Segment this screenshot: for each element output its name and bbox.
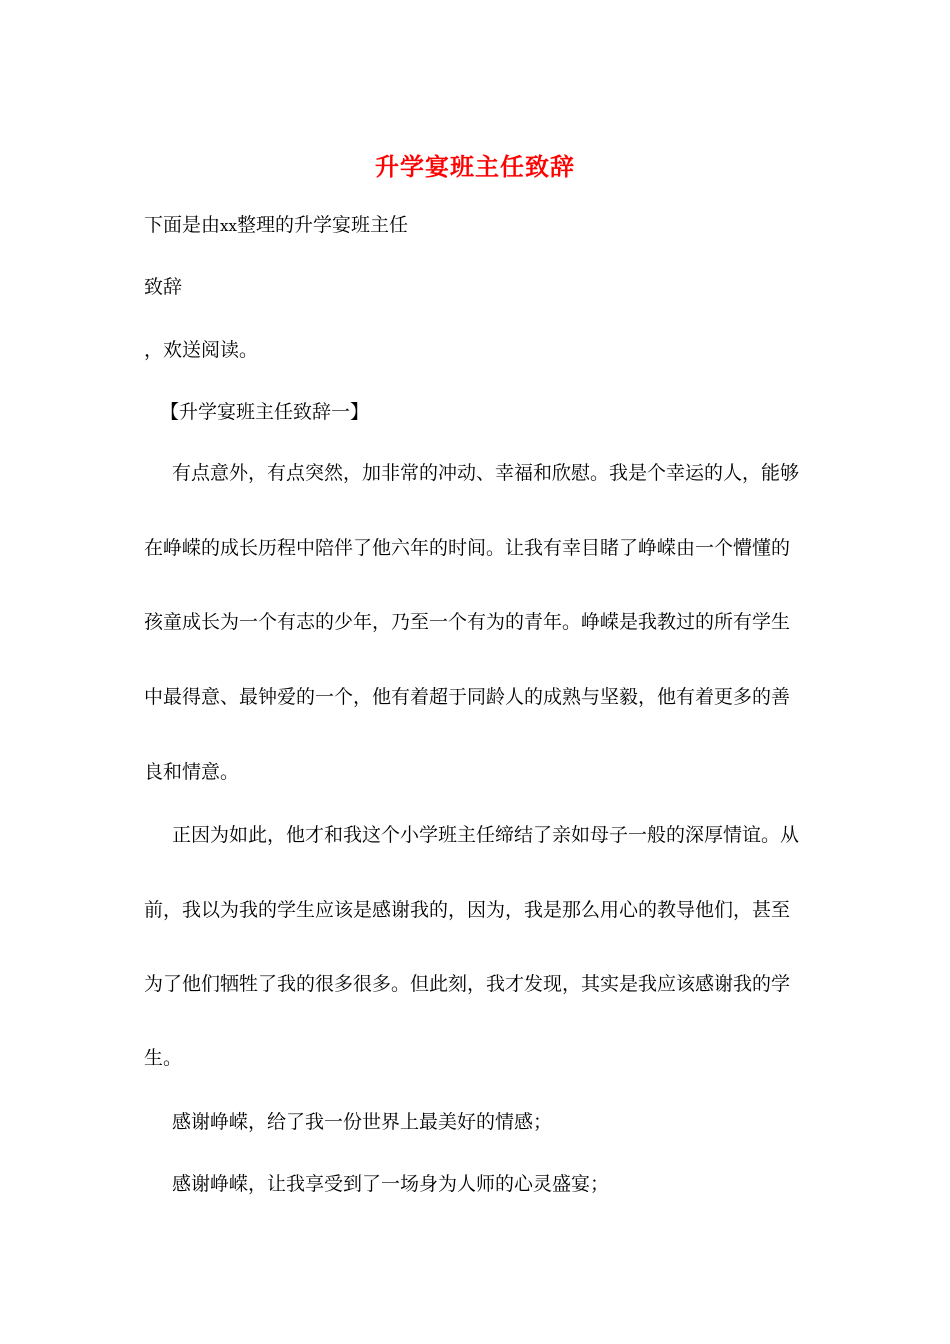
paragraph-2-line-2: 前，我以为我的学生应该是感谢我的，因为，我是那么用心的教导他们，甚至 (144, 899, 791, 921)
paragraph-1-line-1: 有点意外，有点突然，加非常的冲动、幸福和欣慰。我是个幸运的人，能够 (172, 462, 800, 484)
paragraph-1-line-4: 中最得意、最钟爱的一个，他有着超于同龄人的成熟与坚毅，他有着更多的善 (144, 686, 791, 708)
intro-text-end: 整理的升学宴班主任 (236, 214, 408, 236)
intro-line-3: ，欢送阅读。 (144, 339, 259, 361)
paragraph-1-line-3: 孩童成长为一个有志的少年，乃至一个有为的青年。峥嵘是我教过的所有学生 (144, 611, 791, 633)
section-heading: 【升学宴班主任致辞一】 (160, 401, 370, 423)
intro-line-2: 致辞 (144, 276, 183, 298)
paragraph-1-line-2: 在峥嵘的成长历程中陪伴了他六年的时间。让我有幸目睹了峥嵘由一个懵懂的 (144, 537, 791, 559)
paragraph-2-line-1: 正因为如此，他才和我这个小学班主任缔结了亲如母子一般的深厚情谊。从 (172, 824, 800, 846)
intro-line-1 (144, 211, 408, 240)
document-title: 升学宴班主任致辞 (375, 153, 575, 181)
intro-placeholder: xx (220, 217, 237, 235)
paragraph-2-line-4: 生。 (144, 1047, 183, 1069)
paragraph-3-line-1: 感谢峥嵘，给了我一份世界上最美好的情感； (172, 1111, 553, 1133)
intro-text-start: 下面是由 (144, 214, 221, 236)
paragraph-4-line-1: 感谢峥嵘，让我享受到了一场身为人师的心灵盛宴； (172, 1173, 610, 1195)
paragraph-2-line-3: 为了他们牺牲了我的很多很多。但此刻，我才发现，其实是我应该感谢我的学 (144, 973, 791, 995)
paragraph-1-line-5: 良和情意。 (144, 761, 240, 783)
